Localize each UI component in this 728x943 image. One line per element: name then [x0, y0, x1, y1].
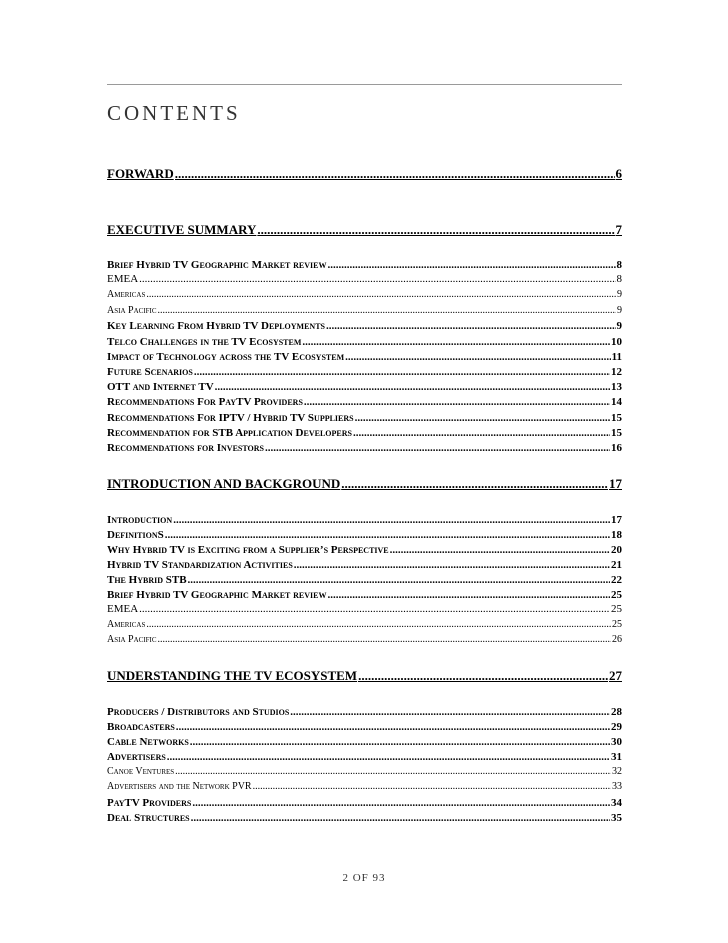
- toc-entry-label: Why Hybrid TV is Exciting from a Supplier’s Perspective: [107, 544, 389, 556]
- toc-entry-page: 8: [616, 259, 622, 271]
- leader-dots: [294, 560, 610, 571]
- toc-entry-page: 35: [611, 812, 622, 824]
- toc-entry-page: 15: [611, 427, 622, 439]
- toc-entry-label: Americas: [107, 289, 146, 300]
- toc-entry-brief-market-review-2[interactable]: [107, 590, 622, 601]
- leader-dots: [139, 274, 615, 285]
- toc-entry-page: 27: [609, 668, 622, 683]
- leader-dots: [345, 352, 610, 363]
- toc-entry-page: 18: [611, 529, 622, 541]
- page-number-footer: 2 OF 93: [342, 872, 386, 884]
- toc-entry-hybrid-stb[interactable]: [107, 575, 622, 586]
- toc-entry-page: 9: [617, 289, 622, 300]
- toc-entry-cable-networks[interactable]: [107, 737, 622, 748]
- toc-entry-label: UNDERSTANDING THE TV ECOSYSTEM: [107, 668, 358, 683]
- toc-entry-label: Brief Hybrid TV Geographic Market review: [107, 259, 327, 271]
- toc-entry-page: 30: [611, 736, 622, 748]
- toc-entry-telco-challenges[interactable]: [107, 337, 622, 348]
- leader-dots: [327, 260, 615, 271]
- leader-dots: [194, 367, 610, 378]
- toc-entry-page: 16: [611, 442, 622, 454]
- toc-entry-page: 10: [611, 336, 622, 348]
- toc-entry-page: 14: [611, 396, 622, 408]
- toc-entry-page: 15: [611, 412, 622, 424]
- toc-entry-page: 31: [611, 751, 622, 763]
- toc-entry-introduction-background[interactable]: [107, 477, 622, 490]
- toc-entry-brief-market-review[interactable]: [107, 260, 622, 271]
- toc-entry-page: 8: [616, 273, 622, 285]
- toc-entry-executive-summary[interactable]: [107, 223, 622, 236]
- toc-entry-page: 20: [611, 544, 622, 556]
- toc-entry-label: Recommendations For PayTV Providers: [107, 396, 303, 408]
- toc-entry-page: 17: [611, 514, 622, 526]
- toc-entry-label: Americas: [107, 619, 146, 630]
- toc-entry-page: 28: [611, 706, 622, 718]
- toc-entry-page: 12: [611, 366, 622, 378]
- leader-dots: [304, 397, 610, 408]
- toc-entry-label: Brief Hybrid TV Geographic Market review: [107, 589, 327, 601]
- toc-entry-introduction[interactable]: [107, 515, 622, 526]
- toc-entry-emea-2[interactable]: [107, 604, 622, 615]
- leader-dots: [139, 604, 610, 615]
- leader-dots: [358, 669, 608, 682]
- toc-entry-label: Recommendations For IPTV / Hybrid TV Suppliers: [107, 412, 354, 424]
- leader-dots: [173, 515, 610, 526]
- toc-entry-label: FORWARD: [107, 166, 174, 181]
- toc-entry-page: 32: [612, 766, 622, 777]
- toc-entry-label: Recommendation for STB Application Developers: [107, 427, 352, 439]
- toc-entry-broadcasters[interactable]: [107, 722, 622, 733]
- toc-entry-label: The Hybrid STB: [107, 574, 187, 586]
- toc-entry-label: Cable Networks: [107, 736, 189, 748]
- leader-dots: [167, 752, 610, 763]
- top-rule: [107, 84, 622, 85]
- toc-entry-page: 25: [611, 589, 622, 601]
- toc-entry-page: 9: [617, 305, 622, 316]
- toc-entry-rec-investors[interactable]: [107, 443, 622, 454]
- toc-entry-label: Telco Challenges in the TV Ecosystem: [107, 336, 302, 348]
- toc-entry-advertisers[interactable]: [107, 752, 622, 763]
- toc-entry-label: EXECUTIVE SUMMARY: [107, 222, 257, 237]
- toc-entry-label: Advertisers and the Network PVR: [107, 781, 252, 792]
- toc-entry-label: Introduction: [107, 514, 173, 526]
- leader-dots: [176, 722, 610, 733]
- leader-dots: [146, 290, 616, 300]
- leader-dots: [215, 382, 610, 393]
- toc-entry-label: Future Scenarios: [107, 366, 193, 378]
- toc-entry-page: 34: [611, 797, 622, 809]
- leader-dots: [290, 707, 610, 718]
- toc-entry-page: 9: [616, 320, 622, 332]
- toc-entry-future-scenarios[interactable]: [107, 367, 622, 378]
- toc-entry-page: 17: [609, 476, 622, 491]
- toc-entry-label: Advertisers: [107, 751, 166, 763]
- leader-dots: [302, 337, 610, 348]
- toc-entry-label: Asia Pacific: [107, 634, 157, 645]
- toc-entry-page: 33: [612, 781, 622, 792]
- toc-entry-forward[interactable]: [107, 167, 622, 180]
- toc-entry-page: 13: [611, 381, 622, 393]
- leader-dots: [353, 428, 610, 439]
- toc-entry-rec-stb-developers[interactable]: [107, 428, 622, 439]
- toc-entry-label: PayTV Providers: [107, 797, 192, 809]
- leader-dots: [253, 782, 611, 792]
- leader-dots: [158, 306, 616, 316]
- toc-entry-label: DefinitionS: [107, 529, 164, 541]
- leader-dots: [257, 223, 614, 236]
- toc-entry-page: 6: [615, 166, 622, 181]
- toc-entry-label: INTRODUCTION AND BACKGROUND: [107, 476, 341, 491]
- leader-dots: [146, 620, 611, 630]
- leader-dots: [265, 443, 610, 454]
- toc-entry-producers[interactable]: [107, 707, 622, 718]
- leader-dots: [355, 413, 610, 424]
- toc-entry-definitions[interactable]: [107, 530, 622, 541]
- toc-entry-page: 7: [615, 222, 622, 237]
- toc-entry-deal-structures[interactable]: [107, 813, 622, 824]
- leader-dots: [175, 767, 611, 777]
- toc-entry-page: 21: [611, 559, 622, 571]
- toc-entry-paytv-providers[interactable]: [107, 798, 622, 809]
- toc-entry-label: Key Learning From Hybrid TV Deployments: [107, 320, 325, 332]
- toc-entry-label: EMEA: [107, 273, 139, 285]
- toc-entry-asia-pacific-2[interactable]: [107, 635, 622, 645]
- toc-entry-asia-pacific[interactable]: [107, 306, 622, 316]
- toc-entry-why-hybrid-tv[interactable]: [107, 545, 622, 556]
- toc-entry-page: 29: [611, 721, 622, 733]
- toc-entry-page: 22: [611, 574, 622, 586]
- toc-entry-page: 11: [611, 351, 622, 363]
- toc-entry-label: Deal Structures: [107, 812, 190, 824]
- leader-dots: [326, 321, 616, 332]
- toc-entry-label: Recommendations for Investors: [107, 442, 265, 454]
- leader-dots: [341, 477, 608, 490]
- page-title: CONTENTS: [107, 101, 241, 125]
- leader-dots: [192, 798, 610, 809]
- leader-dots: [390, 545, 610, 556]
- toc-entry-advertisers-npvr[interactable]: [107, 782, 622, 792]
- toc-entry-page: 25: [611, 603, 622, 615]
- leader-dots: [188, 575, 610, 586]
- leader-dots: [158, 635, 611, 645]
- toc-entry-label: Impact of Technology across the TV Ecosystem: [107, 351, 345, 363]
- leader-dots: [165, 530, 610, 541]
- leader-dots: [191, 813, 610, 824]
- toc-entry-ott-internet-tv[interactable]: [107, 382, 622, 393]
- toc-entry-label: Broadcasters: [107, 721, 175, 733]
- toc-entry-key-learning[interactable]: [107, 321, 622, 332]
- toc-entry-page: 26: [612, 634, 622, 645]
- toc-entry-impact-of-technology[interactable]: [107, 352, 622, 363]
- toc-entry-understanding-ecosystem[interactable]: [107, 669, 622, 682]
- leader-dots: [190, 737, 610, 748]
- toc-entry-canoe-ventures[interactable]: [107, 767, 622, 777]
- toc-entry-rec-iptv-suppliers[interactable]: [107, 413, 622, 424]
- toc-entry-label: Canoe Ventures: [107, 766, 175, 777]
- toc-entry-americas[interactable]: [107, 290, 622, 300]
- toc-entry-label: Producers / Distributors and Studios: [107, 706, 290, 718]
- toc-entry-label: EMEA: [107, 603, 139, 615]
- toc-entry-label: Hybrid TV Standardization Activities: [107, 559, 293, 571]
- toc-entry-americas-2[interactable]: [107, 620, 622, 630]
- leader-dots: [327, 590, 610, 601]
- toc-entry-standardization[interactable]: [107, 560, 622, 571]
- toc-entry-emea[interactable]: [107, 274, 622, 285]
- toc-entry-rec-paytv[interactable]: [107, 397, 622, 408]
- toc-entry-label: Asia Pacific: [107, 305, 157, 316]
- toc-entry-page: 25: [612, 619, 622, 630]
- leader-dots: [175, 167, 615, 180]
- toc-entry-label: OTT and Internet TV: [107, 381, 214, 393]
